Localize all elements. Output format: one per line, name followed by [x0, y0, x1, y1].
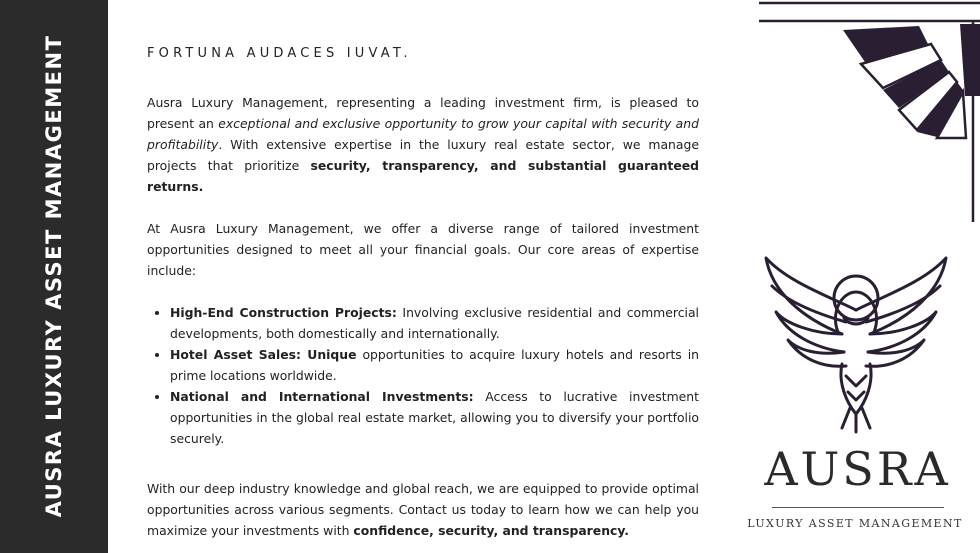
- list-item: [170, 344, 699, 386]
- service-text: Access to lucrative investment opportunities in the global real estate market, allowing you to diversify your portfolio securely.: [170, 389, 699, 446]
- service-text: Involving exclusive residential and commercial developments, both domestically and internationally.: [170, 305, 699, 341]
- motto: FORTUNA AUDACES IUVAT.: [147, 46, 412, 61]
- logo-tagline: LUXURY ASSET MANAGEMENT: [747, 517, 963, 530]
- closing-paragraph: [147, 478, 699, 541]
- sidebar-title: AUSRA LUXURY ASSET MANAGEMENT: [42, 34, 66, 518]
- intro-paragraph: [147, 92, 699, 197]
- logo-divider: [772, 507, 944, 508]
- service-title: High-End Construction Projects:: [170, 305, 397, 320]
- intro-bold: security, transparency, and substantial guaranteed returns.: [147, 158, 699, 194]
- intro-italic: exceptional and exclusive opportunity to grow your capital with security and profitability: [147, 116, 699, 152]
- intro-text: Ausra Luxury Management, representing a leading investment firm, is pleased to present an: [147, 95, 699, 131]
- sidebar: [0, 0, 108, 553]
- main-content: [147, 44, 699, 541]
- logo-name: AUSRA: [764, 442, 951, 496]
- service-text: opportunities to acquire luxury hotels and resorts in prime locations worldwide.: [170, 347, 699, 383]
- offer-paragraph: At Ausra Luxury Management, we offer a diverse range of tailored investment opportunities designed to meet all your financial goals. Our core areas of expertise include:: [147, 221, 699, 278]
- art-deco-fan-icon: [759, 0, 980, 222]
- list-item: [170, 302, 699, 344]
- intro-text-2: . With extensive expertise in the luxury real estate sector, we manage projects that prioritize: [147, 137, 699, 173]
- service-title: Hotel Asset Sales: Unique: [170, 347, 357, 362]
- closing-text: With our deep industry knowledge and global reach, we are equipped to provide optimal opportunities across various segments. Contact us today to learn how we can help you maximize your investments with: [147, 481, 699, 538]
- closing-bold: confidence, security, and transparency.: [353, 523, 630, 538]
- owl-icon: [758, 252, 954, 434]
- service-title: National and International Investments:: [170, 389, 474, 404]
- list-item: [170, 386, 699, 449]
- services-list: [147, 302, 699, 449]
